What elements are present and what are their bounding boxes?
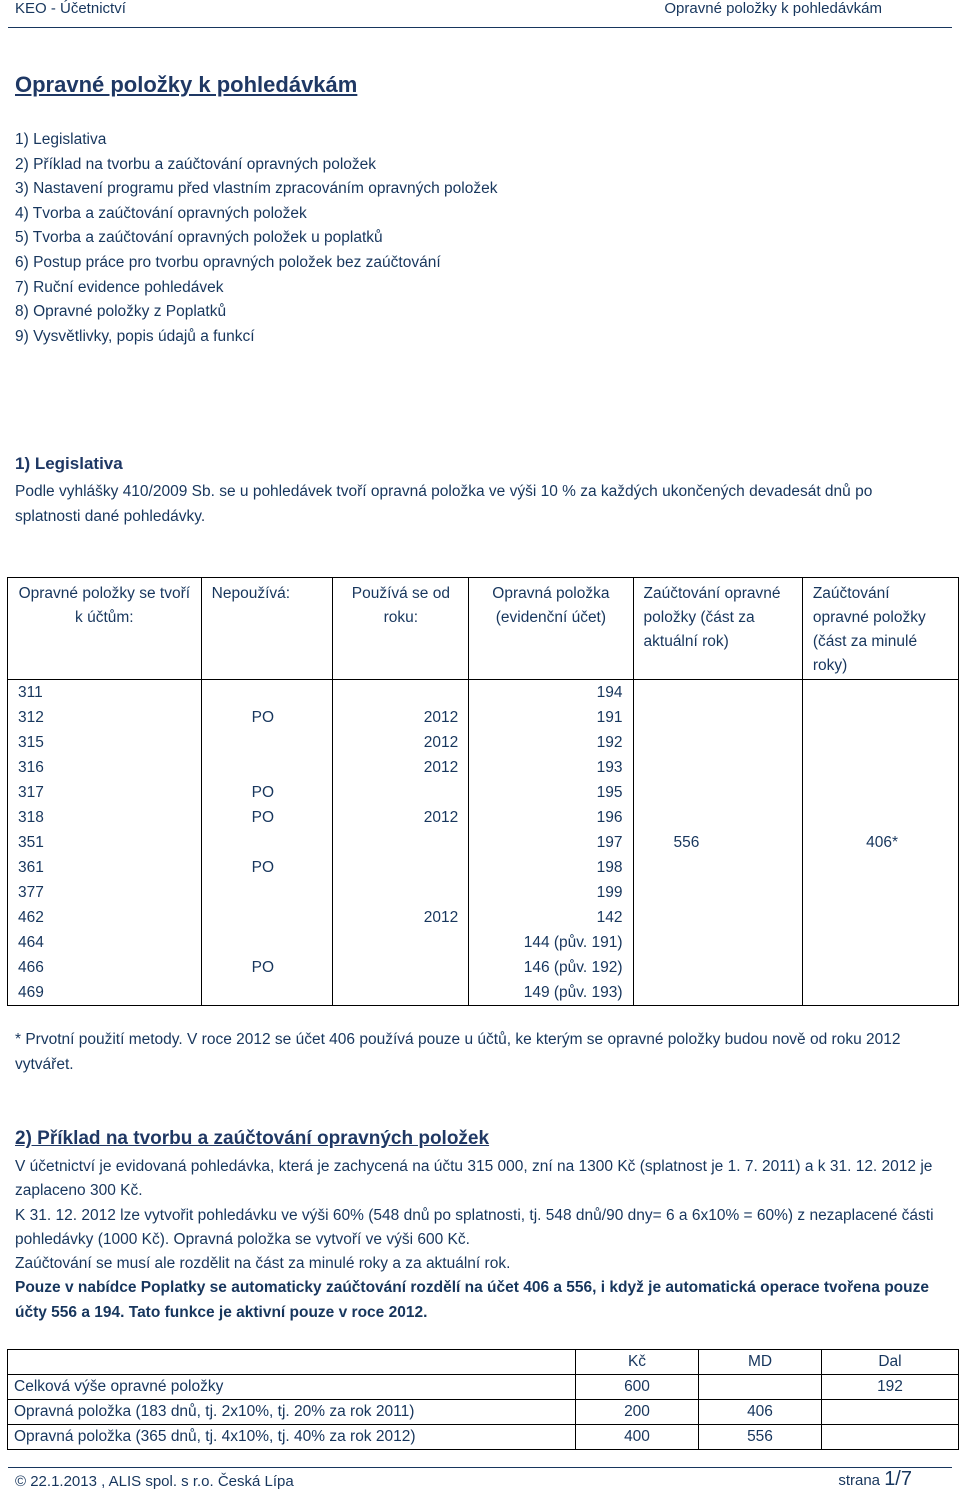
- summary-kc-cell: 600: [576, 1375, 699, 1400]
- not-used-cell: PO: [201, 780, 333, 805]
- evidence-cell: 144 (pův. 191): [469, 930, 633, 955]
- account-cell: 316: [8, 755, 202, 780]
- summary-md-cell: 406: [699, 1400, 822, 1425]
- section-2-line: V účetnictví je evidovaná pohledávka, která je zachycená na účtu 315 000, zní na 1300 Kč (splatnost je 1. 7. 2011) a k 31. 12. 2012 je zaplaceno 300 Kč.: [15, 1158, 933, 1200]
- year-cell: 2012: [333, 805, 469, 830]
- header-rule: [8, 27, 952, 28]
- header-cell-evidence-account: Opravná položka (evidenční účet): [469, 578, 633, 680]
- year-cell: [333, 930, 469, 955]
- account-cell: 361: [8, 855, 202, 880]
- year-cell: [333, 955, 469, 980]
- table-row: [8, 1375, 959, 1400]
- summary-table-header: [8, 1350, 959, 1375]
- summary-table: [7, 1349, 959, 1450]
- header-cell-current-year: Zaúčtování opravné položky (část za aktuální rok): [633, 578, 802, 680]
- section-1-text: Podle vyhlášky 410/2009 Sb. se u pohledávek tvoří opravná položka ve výši 10 % za každých ukončených devadesát dnů po splatnosti dané pohledávky.: [15, 483, 873, 525]
- toc-item: 9) Vysvětlivky, popis údajů a funkcí: [15, 327, 255, 345]
- summary-header-dal: Dal: [822, 1350, 959, 1375]
- header-cell-not-used: Nepoužívá:: [201, 578, 333, 680]
- header-cell-used-since: Používá se od roku:: [333, 578, 469, 680]
- evidence-cell: 198: [469, 855, 633, 880]
- section-2-line: Zaúčtování se musí ale rozdělit na část za minulé roky a za aktuální rok.: [15, 1255, 511, 1273]
- toc-item: 2) Příklad na tvorbu a zaúčtování opravných položek: [15, 155, 377, 173]
- not-used-cell: [201, 730, 333, 755]
- toc-item: 4) Tvorba a zaúčtování opravných položek: [15, 204, 307, 222]
- summary-header-label: [8, 1350, 576, 1375]
- header-cell-past-years: Zaúčtování opravné položky (část za minulé roky): [802, 578, 958, 680]
- footer-page-number: [838, 1468, 912, 1491]
- account-cell: 462: [8, 905, 202, 930]
- account-cell: 466: [8, 955, 202, 980]
- document-title: Opravné položky k pohledávkám: [15, 72, 358, 97]
- not-used-cell: PO: [201, 955, 333, 980]
- not-used-cell: PO: [201, 805, 333, 830]
- section-2-title: 2) Příklad na tvorbu a zaúčtování opravných položek: [15, 1128, 490, 1149]
- evidence-cell: 191: [469, 705, 633, 730]
- table-row: [8, 1425, 959, 1450]
- year-cell: 2012: [333, 705, 469, 730]
- summary-label-cell: Celková výše opravné položky: [8, 1375, 576, 1400]
- summary-label-cell: Opravná položka (365 dnů, tj. 4x10%, tj. 40% za rok 2012): [8, 1425, 576, 1450]
- summary-dal-cell: [822, 1400, 959, 1425]
- toc-item: 8) Opravné položky z Poplatků: [15, 303, 227, 321]
- toc-item: 1) Legislativa: [15, 131, 107, 148]
- evidence-cell: 197: [469, 830, 633, 855]
- past-years-account: 406*: [802, 680, 958, 1006]
- not-used-cell: PO: [201, 855, 333, 880]
- summary-md-cell: 556: [699, 1425, 822, 1450]
- not-used-cell: PO: [201, 705, 333, 730]
- evidence-cell: 142: [469, 905, 633, 930]
- year-cell: [333, 980, 469, 1006]
- year-cell: 2012: [333, 905, 469, 930]
- year-cell: [333, 680, 469, 706]
- account-cell: 464: [8, 930, 202, 955]
- footer-copyright: © 22.1.2013 , ALIS spol. s r.o. Česká Lípa: [15, 1473, 294, 1490]
- summary-header-kc: Kč: [576, 1350, 699, 1375]
- table-row: [8, 1400, 959, 1425]
- not-used-cell: [201, 680, 333, 706]
- section-2-bold-note: Pouze v nabídce Poplatky se automaticky zaúčtování rozdělí na účet 406 a 556, i když je automatická operace tvořena pouze účty 556 a 194. Tato funkce je aktivní pouze v roce 2012.: [15, 1279, 929, 1321]
- not-used-cell: [201, 980, 333, 1006]
- summary-label-cell: Opravná položka (183 dnů, tj. 2x10%, tj. 20% za rok 2011): [8, 1400, 576, 1425]
- account-cell: 312: [8, 705, 202, 730]
- evidence-cell: 146 (pův. 192): [469, 955, 633, 980]
- page-num: 1/7: [884, 1468, 912, 1490]
- table-row: [8, 680, 959, 706]
- evidence-cell: 195: [469, 780, 633, 805]
- toc-item: 3) Nastavení programu před vlastním zpracováním opravných položek: [15, 180, 498, 198]
- section-2-line: K 31. 12. 2012 lze vytvořit pohledávku ve výši 60% (548 dnů po splatnosti, tj. 548 dnů/90 dny= 6 a 6x10% = 60%) z nezaplacené části pohledávky (1000 Kč). Opravná položka se vytvoří ve výši 600 Kč.: [15, 1206, 934, 1248]
- current-year-account: 556: [633, 680, 802, 1006]
- year-cell: 2012: [333, 730, 469, 755]
- account-cell: 317: [8, 780, 202, 805]
- evidence-cell: 192: [469, 730, 633, 755]
- table-of-contents: [15, 128, 497, 349]
- account-cell: 315: [8, 730, 202, 755]
- account-cell: 377: [8, 880, 202, 905]
- summary-md-cell: [699, 1375, 822, 1400]
- year-cell: 2012: [333, 755, 469, 780]
- section-1-title: 1) Legislativa: [15, 454, 123, 473]
- summary-dal-cell: 192: [822, 1375, 959, 1400]
- evidence-cell: 149 (pův. 193): [469, 980, 633, 1006]
- toc-item: 7) Ruční evidence pohledávek: [15, 278, 224, 296]
- section-1-footnote: * Prvotní použití metody. V roce 2012 se účet 406 používá pouze u účtů, ke kterým se opravné položky budou nově od roku 2012 vytvářet.: [15, 1031, 901, 1073]
- page-label: strana: [838, 1472, 885, 1489]
- toc-item: 5) Tvorba a zaúčtování opravných položek u poplatků: [15, 229, 383, 247]
- evidence-cell: 193: [469, 755, 633, 780]
- not-used-cell: [201, 905, 333, 930]
- summary-kc-cell: 400: [576, 1425, 699, 1450]
- toc-item: 6) Postup práce pro tvorbu opravných položek bez zaúčtování: [15, 253, 441, 271]
- account-cell: 469: [8, 980, 202, 1006]
- year-cell: [333, 855, 469, 880]
- evidence-cell: 199: [469, 880, 633, 905]
- year-cell: [333, 880, 469, 905]
- section-2-text: [15, 1155, 935, 1325]
- year-cell: [333, 830, 469, 855]
- year-cell: [333, 780, 469, 805]
- not-used-cell: [201, 880, 333, 905]
- not-used-cell: [201, 755, 333, 780]
- accounts-table: [7, 577, 959, 1006]
- summary-header-md: MD: [699, 1350, 822, 1375]
- account-cell: 311: [8, 680, 202, 706]
- not-used-cell: [201, 830, 333, 855]
- not-used-cell: [201, 930, 333, 955]
- header-right: Opravné položky k pohledávkám: [664, 0, 882, 17]
- summary-kc-cell: 200: [576, 1400, 699, 1425]
- evidence-cell: 194: [469, 680, 633, 706]
- summary-dal-cell: [822, 1425, 959, 1450]
- account-cell: 318: [8, 805, 202, 830]
- header-cell-accounts: Opravné položky se tvoří k účtům:: [8, 578, 202, 680]
- evidence-cell: 196: [469, 805, 633, 830]
- account-cell: 351: [8, 830, 202, 855]
- accounts-table-header: [8, 578, 959, 680]
- footer-rule: [8, 1467, 952, 1468]
- header-left: KEO - Účetnictví: [15, 0, 126, 17]
